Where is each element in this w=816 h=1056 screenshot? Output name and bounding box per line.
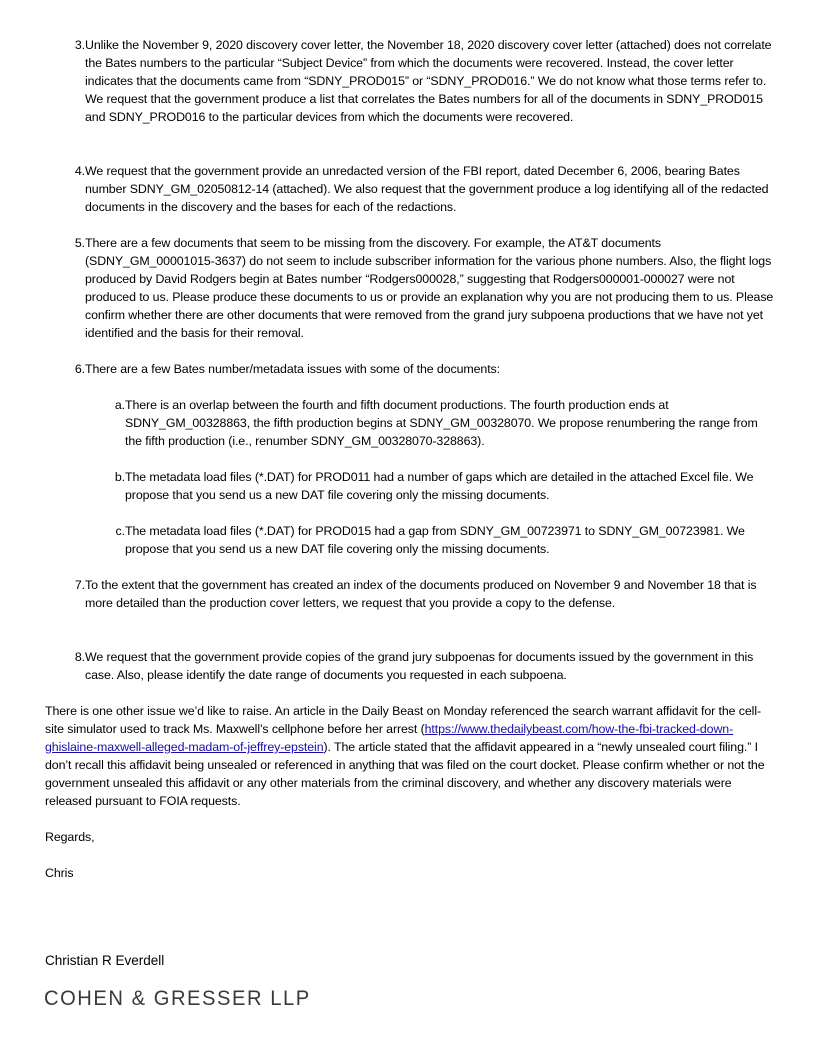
list-number: 7. [74,578,85,592]
sub-number: b. [114,470,125,484]
sub-text: There is an overlap between the fourth and fifth document productions. The fourth production ends at SDNY_GM_00328863, the fifth production begins at SDNY_GM_00328070. We propose renumbering the range from the fifth production (i.e., renumber SDNY_GM_00328070-328863). [125,398,758,448]
sub-number: a. [114,398,125,412]
list-number: 8. [74,650,85,664]
sub-item-c [104,522,772,558]
firm-logo: COHEN & GRESSER LLP [44,987,311,1010]
sub-item-a [104,396,772,450]
list-item-5 [66,234,776,342]
list-text: There are a few Bates number/metadata issues with some of the documents: [85,362,500,376]
daily-beast-link[interactable]: https://www.thedailybeast.com/how-the-fbi-tracked-down-ghislaine-maxwell-alleged-madam-of-jeffrey-epstein [45,722,734,754]
list-number: 4. [74,164,85,178]
sender-short-name: Chris [45,866,74,880]
list-text: Unlike the November 9, 2020 discovery cover letter, the November 18, 2020 discovery cover letter (attached) does not correlate the Bates numbers to the particular “Subject Device” from which the documents were recovered. Instead, the cover letter indicates that the documents came from “SDNY_PROD015” or “SDNY_PROD016.” We do not know what those terms refer to. We request that the government produce a list that correlates the Bates numbers for all of the documents in SDNY_PROD015 and SDNY_PROD016 to the particular devices from which the documents were recovered. [85,38,772,124]
list-item-8 [66,648,776,684]
list-item-7 [66,576,776,612]
other-issue-paragraph [45,702,775,810]
signature-name: Christian R Everdell [45,953,165,968]
list-item-4 [66,162,776,216]
sub-item-b [104,468,772,504]
list-text: To the extent that the government has created an index of the documents produced on November 9 and November 18 that is more detailed than the production cover letters, we request that you provide a copy to the defense. [85,578,757,610]
list-text: There are a few documents that seem to be missing from the discovery. For example, the AT&T documents (SDNY_GM_00001015-3637) do not seem to include subscriber information for the various phone numbers. Also, the flight logs produced by David Rodgers begin at Bates number “Rodgers000028,” suggesting that Rodgers000001-000027 were not produced to us. Please produce these documents to us or provide an explanation why you are not producing them to us. Please confirm whether there are other documents that were removed from the grand jury subpoena productions that we have not yet identified and the basis for their removal. [85,236,774,340]
sub-text: The metadata load files (*.DAT) for PROD015 had a gap from SDNY_GM_00723971 to SDNY_GM_00723981. We propose that you send us a new DAT file covering only the missing documents. [125,524,745,556]
sub-number: c. [115,524,125,538]
list-number: 3. [74,38,85,52]
list-item-3 [66,36,776,126]
list-number: 6. [74,362,85,376]
list-item-6 [66,360,776,378]
list-text: We request that the government provide copies of the grand jury subpoenas for documents issued by the government in this case. Also, please identify the date range of documents you requested in each subpoena. [85,650,754,682]
list-number: 5. [74,236,85,250]
closing: Regards, [45,830,95,844]
sub-text: The metadata load files (*.DAT) for PROD011 had a number of gaps which are detailed in the attached Excel file. We propose that you send us a new DAT file covering only the missing documents. [125,470,754,502]
other-issue-text-after: ). The article stated that the affidavit appeared in a “newly unsealed court filing.” I don’t recall this affidavit being unsealed or referenced in anything that was filed on the court docket. Please confirm whether or not the government unsealed this affidavit or any other materials from the criminal discovery, and whether any discovery materials were released pursuant to FOIA requests. [45,740,765,808]
list-text: We request that the government provide an unredacted version of the FBI report, dated December 6, 2006, bearing Bates number SDNY_GM_02050812-14 (attached). We also request that the government produce a log identifying all of the redacted documents in the discovery and the bases for each of the redactions. [85,164,769,214]
other-issue-text-before: There is one other issue we’d like to raise. An article in the Daily Beast on Monday referenced the search warrant affidavit for the cell-site simulator used to track Ms. Maxwell’s cellphone before her arrest ( [45,704,762,736]
